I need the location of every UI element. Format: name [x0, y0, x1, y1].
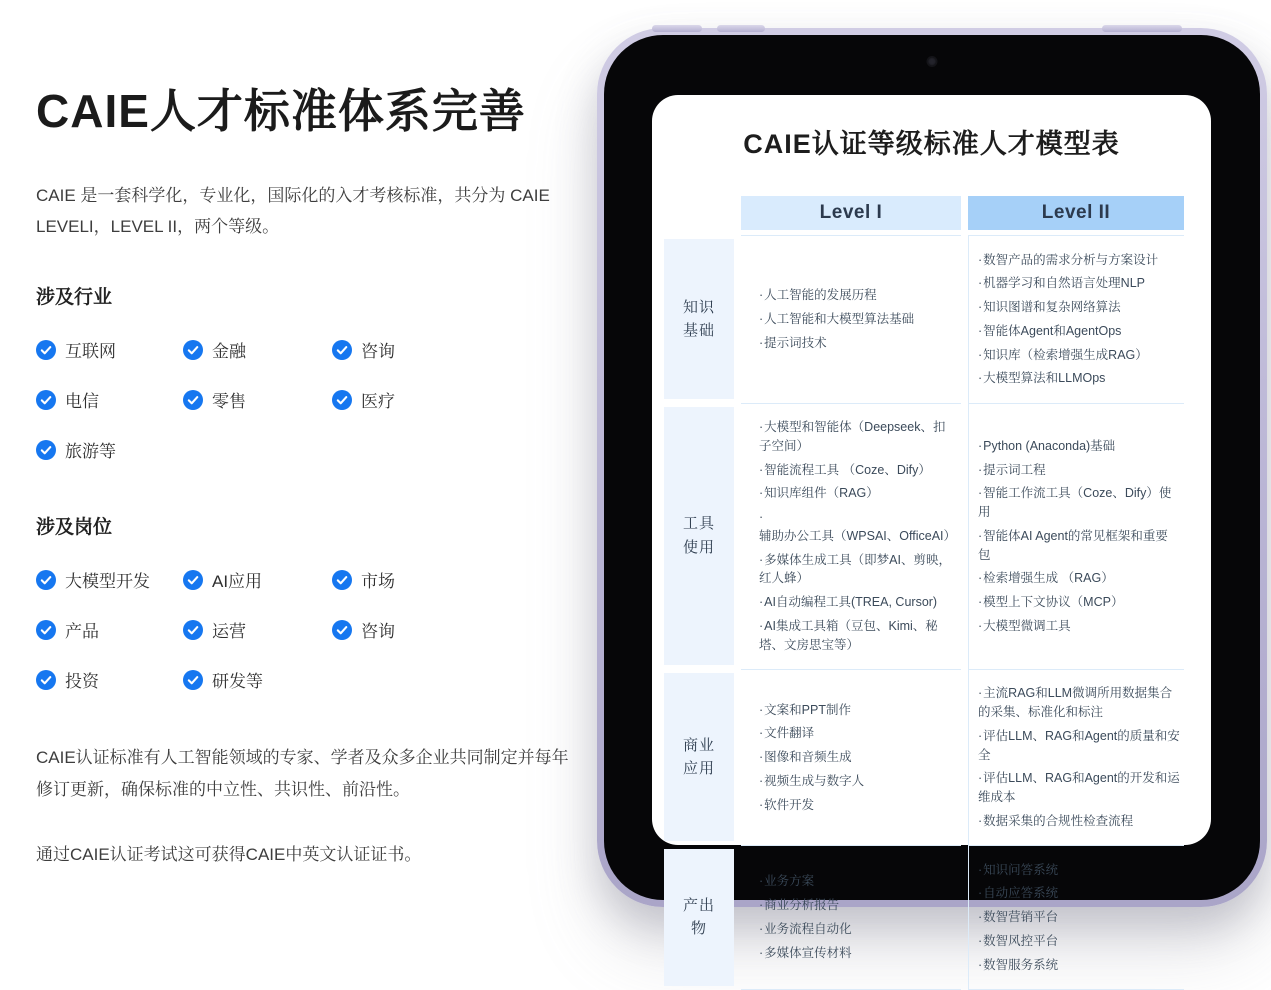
position-item [332, 567, 492, 592]
table-item: · 检索增强生成 （RAG） [978, 569, 1180, 588]
table-item: · 评估LLM、RAG和Agent的开发和运维成本 [978, 769, 1180, 807]
table-item: · 模型上下文协议（MCP） [978, 593, 1180, 612]
position-item-label: 研发等 [212, 672, 263, 692]
table-item: · 知识问答系统 [978, 861, 1180, 880]
position-item-label: 产品 [65, 622, 99, 642]
page-title: CAIE人才标准体系完善 [36, 85, 526, 137]
table-item: · 数智服务系统 [978, 956, 1180, 975]
position-item [36, 567, 183, 592]
level2-cell [968, 235, 1184, 403]
table-item: · 大模型算法和LLMOps [978, 369, 1180, 388]
tablet-bezel [604, 35, 1260, 972]
table-item: · 数智风控平台 [978, 932, 1180, 951]
check-circle-icon [332, 620, 352, 640]
table-item: · 商业分析报告 [759, 896, 955, 915]
industries-heading: 涉及行业 [36, 287, 113, 309]
certificate-paragraph: 通过CAIE认证考试这可获得CAIE中英文认证证书。 [36, 845, 422, 865]
level-model-table [664, 196, 1186, 990]
level1-cell [741, 235, 961, 403]
position-item-label: 市场 [361, 572, 395, 592]
row-label-cell [664, 845, 734, 990]
industry-item [332, 337, 492, 362]
table-item: · 业务流程自动化 [759, 920, 955, 939]
level2-header: Level II [968, 196, 1184, 230]
check-circle-icon [36, 390, 56, 410]
table-item: · AI自动编程工具(TREA, Cursor) [759, 593, 955, 612]
position-item [183, 567, 332, 592]
position-item [36, 617, 183, 642]
industry-item-label: 互联网 [65, 342, 116, 362]
level2-cell [968, 669, 1184, 845]
tablet-frame [597, 28, 1267, 972]
industry-item-label: 电信 [65, 392, 99, 412]
level1-cell [741, 845, 961, 990]
table-item: · 提示词工程 [978, 461, 1180, 480]
check-circle-icon [36, 670, 56, 690]
table-item: · 数据采集的合规性检查流程 [978, 812, 1180, 831]
industry-item [332, 387, 492, 412]
check-circle-icon [183, 570, 203, 590]
table-item: · 知识库组件（RAG） [759, 484, 955, 503]
table-item: · 主流RAG和LLM微调所用数据集合的采集、标准化和标注 [978, 684, 1180, 722]
header-spacer [664, 196, 734, 230]
level2-cell [968, 403, 1184, 669]
position-item-label: 咨询 [361, 622, 395, 642]
industry-item-label: 旅游等 [65, 442, 116, 462]
table-item: · 评估LLM、RAG和Agent的质量和安全 [978, 727, 1180, 765]
table-item: · 视频生成与数字人 [759, 772, 955, 791]
level2-cell [968, 845, 1184, 990]
check-circle-icon [36, 570, 56, 590]
position-item [332, 617, 492, 642]
table-item: · 知识库（检索增强生成RAG） [978, 346, 1180, 365]
power-button [1102, 25, 1182, 32]
industry-item-label: 零售 [212, 392, 246, 412]
table-item: · 数智产品的需求分析与方案设计 [978, 251, 1180, 270]
check-circle-icon [183, 620, 203, 640]
industry-item [183, 337, 332, 362]
row-label: 商业应用 [664, 673, 734, 841]
table-item: · AI集成工具箱（豆包、Kimi、秘塔、文房思宝等） [759, 617, 955, 655]
table-item: · 智能体AI Agent的常见框架和重要包 [978, 527, 1180, 565]
standards-paragraph: CAIE认证标准有人工智能领域的专家、学者及众多企业共同制定并每年修订更新，确保标准的中立性、共识性、前沿性。 [36, 748, 569, 799]
level1-cell [741, 669, 961, 845]
table-item: · 大模型微调工具 [978, 617, 1180, 636]
volume-down-button [717, 25, 765, 32]
tablet-screen [652, 95, 1211, 972]
check-circle-icon [183, 340, 203, 360]
table-row [664, 235, 1186, 403]
row-label: 产出物 [664, 849, 734, 986]
table-item: · 自动应答系统 [978, 884, 1180, 903]
row-label-cell [664, 235, 734, 403]
check-circle-icon [36, 440, 56, 460]
table-item: · 多媒体宣传材料 [759, 944, 955, 963]
industry-item [36, 387, 183, 412]
table-item: · 业务方案 [759, 872, 955, 891]
table-item: · 多媒体生成工具（即梦AI、剪映，红人蜂） [759, 551, 955, 589]
table-item: · 智能工作流工具（Coze、Dify）使用 [978, 484, 1180, 522]
table-body [664, 235, 1186, 990]
table-row [664, 669, 1186, 845]
level1-cell [741, 403, 961, 669]
table-item: · 提示词技术 [759, 334, 955, 353]
table-row [664, 403, 1186, 669]
industries-list [36, 337, 576, 462]
positions-list [36, 567, 576, 692]
check-circle-icon [36, 620, 56, 640]
table-item: · 辅助办公工具（WPSAI、OfficeAI） [759, 508, 955, 546]
table-item: · 人工智能和大模型算法基础 [759, 310, 955, 329]
position-item-label: 运营 [212, 622, 246, 642]
industry-item-label: 金融 [212, 342, 246, 362]
row-label-cell [664, 403, 734, 669]
table-item: · 智能流程工具 （Coze、Dify） [759, 461, 955, 480]
industry-item [36, 337, 183, 362]
table-item: · 大模型和智能体（Deepseek、扣子空间） [759, 418, 955, 456]
table-row [664, 845, 1186, 990]
table-item: · Python (Anaconda)基础 [978, 437, 1180, 456]
intro-paragraph: CAIE 是一套科学化，专业化，国际化的入才考核标准，共分为 CAIE LEVELI，LEVEL II，两个等级。 [36, 186, 550, 236]
check-circle-icon [183, 390, 203, 410]
table-item: · 人工智能的发展历程 [759, 286, 955, 305]
check-circle-icon [36, 340, 56, 360]
table-header-row [664, 196, 1186, 230]
table-item: · 文案和PPT制作 [759, 701, 955, 720]
row-label: 工具使用 [664, 407, 734, 665]
level1-header: Level I [741, 196, 961, 230]
positions-heading: 涉及岗位 [36, 517, 113, 539]
table-item: · 数智营销平台 [978, 908, 1180, 927]
position-item-label: 大模型开发 [65, 572, 150, 592]
table-title: CAIE认证等级标准人才模型表 [743, 129, 1120, 159]
table-item: · 文件翻译 [759, 724, 955, 743]
position-item [183, 617, 332, 642]
industry-item-label: 医疗 [361, 392, 395, 412]
check-circle-icon [332, 570, 352, 590]
check-circle-icon [332, 340, 352, 360]
industry-item-label: 咨询 [361, 342, 395, 362]
position-item [183, 667, 332, 692]
industry-item [36, 437, 183, 462]
check-circle-icon [183, 670, 203, 690]
table-item: · 智能体Agent和AgentOps [978, 322, 1180, 341]
table-item: · 知识图谱和复杂网络算法 [978, 298, 1180, 317]
industry-item [183, 387, 332, 412]
position-item [36, 667, 183, 692]
camera-dot-icon [928, 57, 937, 66]
row-label: 知识基础 [664, 239, 734, 399]
position-item-label: 投资 [65, 672, 99, 692]
position-item-label: AI应用 [212, 572, 263, 592]
row-label-cell [664, 669, 734, 845]
table-item: · 图像和音频生成 [759, 748, 955, 767]
check-circle-icon [332, 390, 352, 410]
table-item: · 软件开发 [759, 796, 955, 815]
left-content [36, 84, 576, 871]
table-item: · 机器学习和自然语言处理NLP [978, 274, 1180, 293]
volume-up-button [652, 25, 702, 32]
